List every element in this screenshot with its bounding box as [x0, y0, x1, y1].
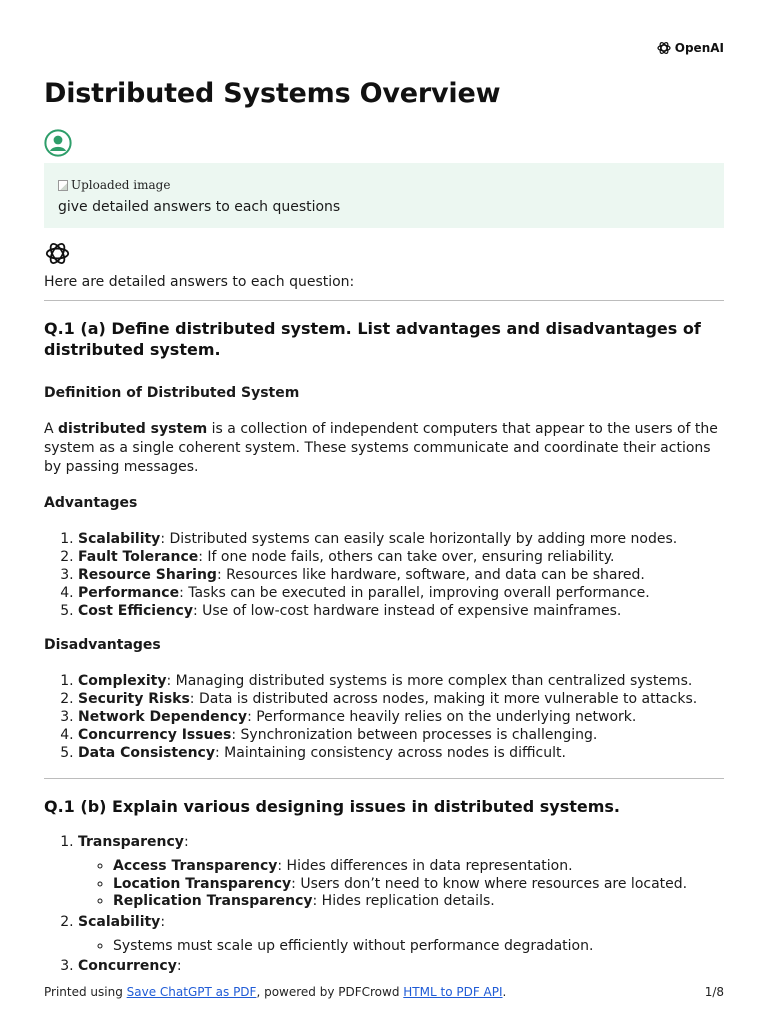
list-item: 3. Resource Sharing: Resources like hardware, software, and data can be shared. [78, 566, 724, 584]
q1a-heading: Q.1 (a) Define distributed system. List advantages and disadvantages of distributed system. [44, 319, 701, 359]
brand-name: OpenAI [674, 41, 724, 55]
disadvantages-heading: Disadvantages [44, 637, 161, 653]
reply-intro: Here are detailed answers to each question: [44, 274, 355, 290]
sub-list-item: ◦ Systems must scale up efficiently without performance degradation. [113, 938, 724, 956]
list-item: 3. Network Dependency: Performance heavily relies on the underlying network. [78, 708, 724, 726]
list-item: 4. Performance: Tasks can be executed in parallel, improving overall performance. [78, 584, 724, 602]
sub-list [78, 858, 724, 911]
chatgpt-avatar-icon [44, 240, 71, 271]
page-number: 1/8 [704, 985, 724, 999]
uploaded-image [58, 177, 710, 193]
disadvantages-list [44, 672, 724, 762]
sub-list-item: ◦ Access Transparency: Hides differences in data representation. [113, 858, 724, 876]
openai-logo-icon [656, 40, 672, 56]
divider [44, 778, 724, 779]
assistant-reply [44, 273, 724, 991]
list-item: 5. Data Consistency: Maintaining consistency across nodes is difficult. [78, 744, 724, 762]
divider [44, 300, 724, 301]
page [44, 0, 724, 1024]
sub-list-item: ◦ Location Transparency: Users don’t need to know where resources are located. [113, 876, 724, 894]
advantages-list [44, 530, 724, 620]
sub-list-item: ◦ Replication Transparency: Hides replication details. [113, 893, 724, 911]
footer-credit: Printed using Save ChatGPT as PDF, powered by PDFCrowd HTML to PDF API. [44, 985, 507, 999]
design-issues-list [44, 833, 724, 975]
list-item: 1. Scalability: Distributed systems can easily scale horizontally by adding more nodes. [78, 530, 724, 548]
sub-list [78, 938, 724, 956]
q1b-section [44, 796, 724, 975]
list-item: 4. Concurrency Issues: Synchronization between processes is challenging. [78, 726, 724, 744]
list-item: 2. Security Risks: Data is distributed across nodes, making it more vulnerable to attacks. [78, 690, 724, 708]
user-message [44, 163, 724, 228]
advantages-heading: Advantages [44, 495, 138, 511]
page-title: Distributed Systems Overview [44, 78, 501, 109]
list-item: 3. Concurrency: [78, 957, 724, 975]
html-to-pdf-api-link[interactable]: HTML to PDF API [403, 985, 503, 999]
q1b-heading: Q.1 (b) Explain various designing issues in distributed systems. [44, 797, 621, 816]
list-item: 1. Transparency: ◦ Access Transparency: Hides differences in data representation. ◦ Location Transparency: Users don’t need to know where resources are located. ◦ Replication Transparency: Hides replication details. [78, 833, 724, 911]
list-item: 5. Cost Efficiency: Use of low-cost hardware instead of expensive mainframes. [78, 602, 724, 620]
save-chatgpt-pdf-link[interactable]: Save ChatGPT as PDF [126, 985, 257, 999]
definition-heading: Definition of Distributed System [44, 385, 300, 401]
user-avatar-icon [44, 129, 72, 161]
uploaded-image-alt: Uploaded image [71, 178, 171, 192]
broken-image-icon [58, 180, 68, 191]
user-message-text: give detailed answers to each questions [58, 199, 341, 215]
list-item: 1. Complexity: Managing distributed systems is more complex than centralized systems. [78, 672, 724, 690]
list-item: 2. Fault Tolerance: If one node fails, others can take over, ensuring reliability. [78, 548, 724, 566]
footer [44, 985, 724, 999]
openai-brand [656, 40, 724, 56]
list-item: 2. Scalability: ◦ Systems must scale up efficiently without performance degradation. [78, 913, 724, 956]
definition-paragraph: A distributed system is a collection of independent computers that appear to the users of the system as a single coherent system. These systems communicate and coordinate their actions by passing messages. [44, 421, 718, 475]
